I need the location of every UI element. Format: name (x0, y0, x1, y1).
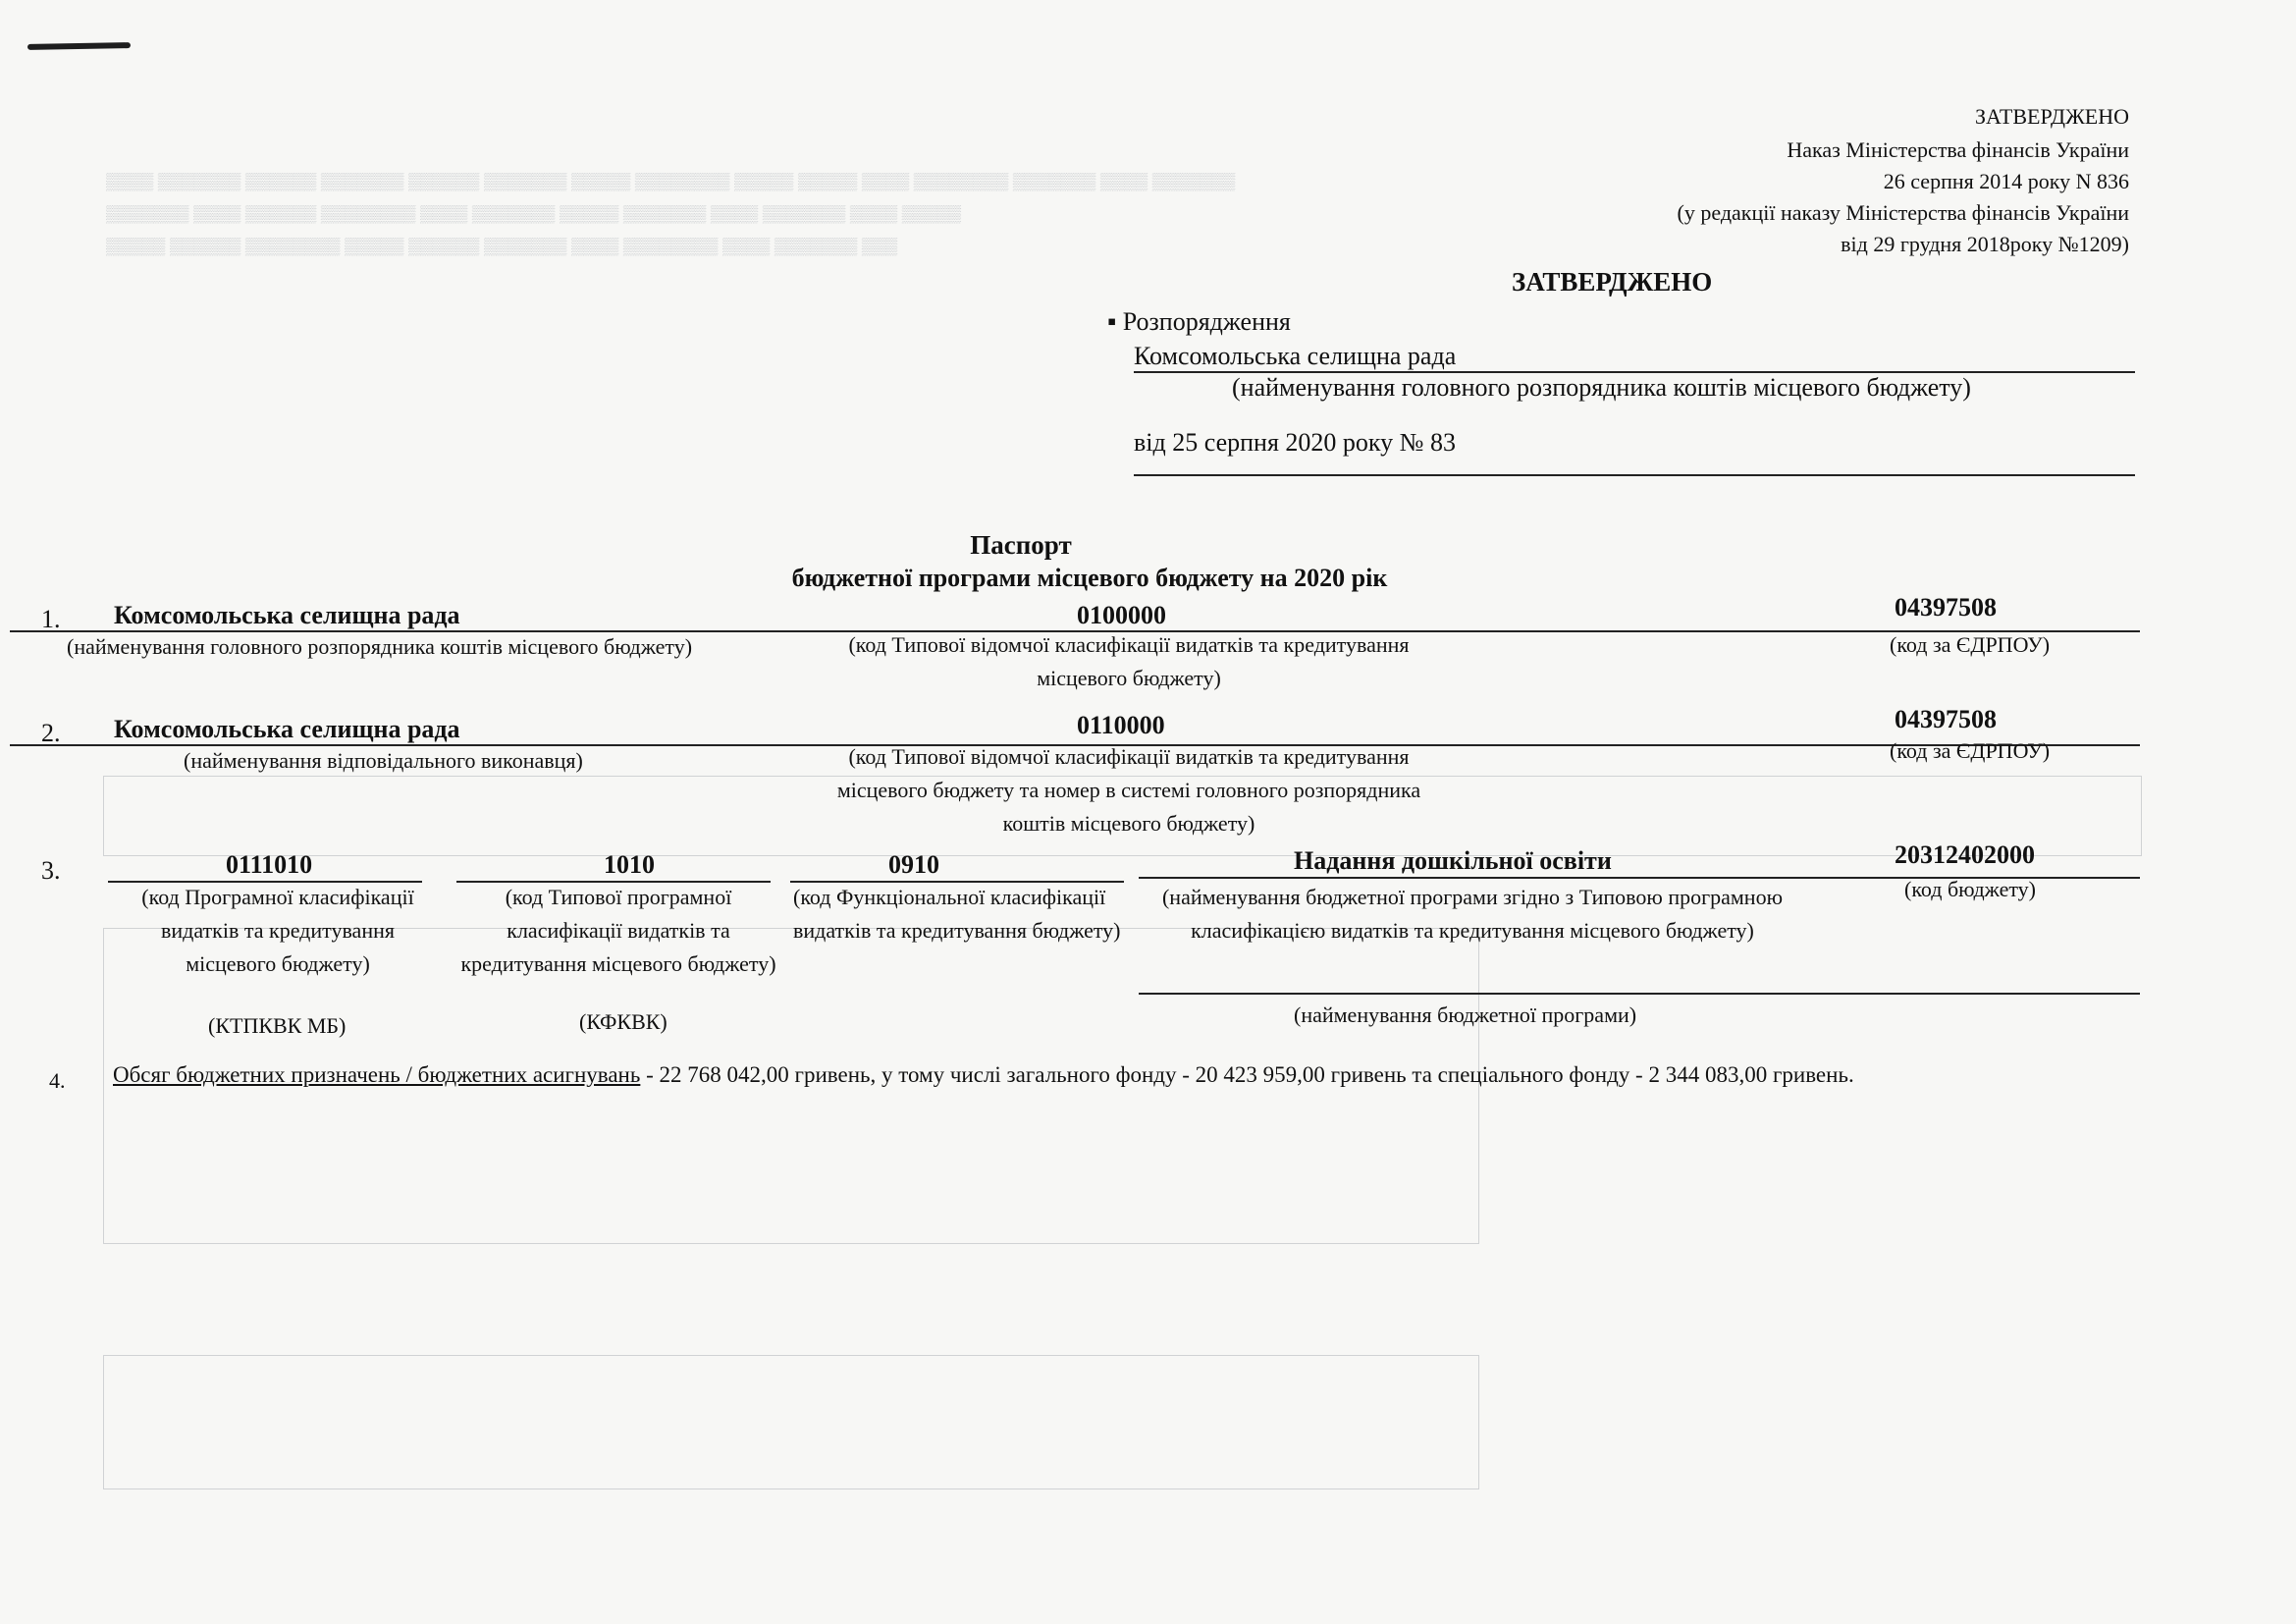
row4-label: Обсяг бюджетних призначень / бюджетних асигнувань (113, 1062, 641, 1087)
approval-order-line: Наказ Міністерства фінансів України (1787, 137, 2129, 162)
bleed-through-table (103, 1355, 1479, 1489)
row3-caption-budget: (код бюджету) (1904, 877, 2036, 901)
pen-mark (27, 42, 131, 50)
bleed-through-text: ▒▒▒▒▒ ▒▒▒▒▒▒ ▒▒▒▒▒▒▒▒ ▒▒▒▒▒ ▒▒▒▒▒▒ ▒▒▒▒▒▒▒ ▒▒▒▒ ▒▒▒▒▒▒▒▒ ▒▒▒▒ ▒▒▒▒▒▒▒ ▒▒▒ (106, 237, 898, 255)
row3-caption-program-name-short: (найменування бюджетної програми) (1294, 1002, 1637, 1027)
approval-order-date: 26 серпня 2014 року N 836 (1883, 169, 2129, 193)
decree-doc-type-text: Розпорядження (1122, 307, 1291, 336)
bleed-through-text: ▒▒▒▒ ▒▒▒▒▒▒▒ ▒▒▒▒▒▒ ▒▒▒▒▒▒▒ ▒▒▒▒▒▒ ▒▒▒▒▒▒▒ ▒▒▒▒▒ ▒▒▒▒▒▒▒▒ ▒▒▒▒▒ ▒▒▒▒▒ ▒▒▒▒ ▒▒▒▒▒▒▒▒ ▒▒▒▒▒▒▒ ▒▒▒▒ ▒▒▒▒▒▒▒ (106, 172, 1236, 190)
decree-approved: ЗАТВЕРДЖЕНО (1512, 267, 1713, 297)
row1-department-code: 0100000 (1077, 601, 1166, 629)
row1-caption-name: (найменування головного розпорядника коштів місцевого бюджету) (67, 634, 693, 659)
row3-functional-code: 0910 (888, 850, 939, 879)
row2-caption-name: (найменування відповідального виконавця) (184, 748, 583, 773)
row4-amounts: - 22 768 042,00 гривень, у тому числі загального фонду - 20 423 959,00 гривень та спеціального фонду - 2 344 083,00 гривень. (640, 1062, 1854, 1087)
passport-subtitle: бюджетної програми місцевого бюджету на 2020 рік (791, 564, 1388, 592)
decree-doc-type (1107, 307, 1291, 337)
row3-abbr-fk: (КФКВК) (579, 1009, 667, 1034)
row3-caption-functional-code: (код Функціональної класифікації видатків та кредитування бюджету) (793, 885, 1121, 943)
row3-caption-typical-code: (код Типової програмної класифікації видатків та кредитування місцевого бюджету) (460, 885, 776, 976)
row2-caption-code: (код Типової відомчої класифікації видатків та кредитування місцевого бюджету та номер в системі головного розпорядника коштів місцевого бюджету) (836, 744, 1421, 836)
row3-caption-program-name: (найменування бюджетної програми згідно з Типовою програмною класифікацією видатків та кредитування місцевого бюджету) (1161, 885, 1784, 943)
row2-department-code: 0110000 (1077, 711, 1165, 739)
bleed-through-text: ▒▒▒▒▒▒▒ ▒▒▒▒ ▒▒▒▒▒▒ ▒▒▒▒▒▒▒▒ ▒▒▒▒ ▒▒▒▒▒▒▒ ▒▒▒▒▒ ▒▒▒▒▒▒▒ ▒▒▒▒ ▒▒▒▒▒▒▒ ▒▒▒▒ ▒▒▒▒▒ (106, 204, 961, 223)
decree-authority-caption: (найменування головного розпорядника коштів місцевого бюджету) (1232, 373, 1971, 402)
row1-edrpou: 04397508 (1895, 593, 1997, 622)
row4-budget-amount (113, 1062, 1854, 1088)
row2-executor-name: Комсомольська селищна рада (114, 715, 460, 743)
row3-program-code: 0111010 (226, 850, 313, 879)
row3-caption-program-code: (код Програмної класифікації видатків та кредитування місцевого бюджету) (141, 885, 414, 976)
row3-program-name: Надання дошкільної освіти (1294, 846, 1612, 875)
row3-number: 3. (41, 856, 61, 885)
row1-number: 1. (41, 605, 61, 633)
row2-edrpou: 04397508 (1895, 705, 1997, 733)
approval-revision-line: (у редакції наказу Міністерства фінансів України (1677, 200, 2129, 225)
row2-caption-edrpou: (код за ЄДРПОУ) (1890, 738, 2051, 763)
approval-revision-date: від 29 грудня 2018року №1209) (1841, 232, 2129, 256)
approval-title: ЗАТВЕРДЖЕНО (1974, 104, 2129, 129)
row3-abbr-kpk: (КТПКВК МБ) (208, 1013, 347, 1038)
row1-caption-edrpou: (код за ЄДРПОУ) (1890, 632, 2051, 657)
row2-number: 2. (41, 719, 61, 747)
passport-title: Паспорт (970, 530, 1072, 560)
row4-number: 4. (49, 1068, 66, 1093)
decree-date-line: від 25 серпня 2020 року № 83 (1134, 428, 1456, 457)
row1-caption-code: (код Типової відомчої класифікації видатків та кредитування місцевого бюджету) (848, 632, 1410, 690)
row3-typical-program-code: 1010 (604, 850, 655, 879)
bullet-icon: ▪ (1107, 307, 1123, 336)
row3-budget-code: 20312402000 (1895, 840, 2035, 869)
row1-manager-name: Комсомольська селищна рада (114, 601, 460, 629)
decree-authority: Комсомольська селищна рада (1134, 342, 1457, 370)
